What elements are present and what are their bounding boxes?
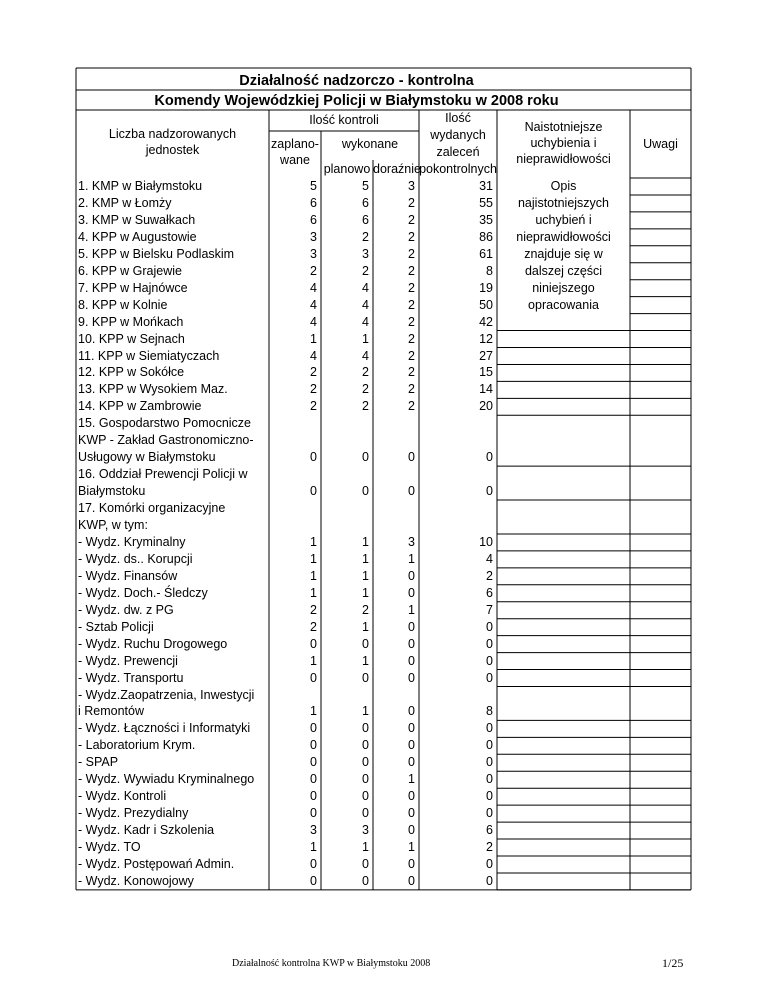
- row-label: - Wydz. Konowojowy: [78, 873, 194, 888]
- header-liczba-2: jednostek: [145, 143, 200, 157]
- cell-value: 4: [310, 314, 317, 329]
- row-label: - Sztab Policji: [78, 619, 154, 634]
- cell-value: 0: [408, 721, 415, 736]
- cell-value: 2: [310, 399, 317, 414]
- row-label: 7. KPP w Hajnówce: [78, 280, 188, 295]
- cell-value: 2: [408, 212, 415, 227]
- cell-value: 0: [486, 670, 493, 685]
- row-label: - Wydz. Postępowań Admin.: [78, 857, 235, 871]
- cell-value: 2: [408, 331, 415, 346]
- title-line-2: Komendy Wojewódzkiej Policji w Białymstoku w 2008 roku: [154, 93, 559, 109]
- cell-value: 1: [408, 602, 415, 617]
- row-label: 17. Komórki organizacyjne: [78, 501, 226, 516]
- cell-value: 14: [479, 382, 493, 397]
- cell-value: 3: [362, 823, 369, 838]
- cell-value: 1: [362, 704, 369, 719]
- cell-value: 7: [486, 602, 493, 617]
- cell-value: 8: [486, 263, 493, 278]
- header-planowo: planowo: [323, 162, 371, 176]
- cell-value: 2: [362, 229, 369, 244]
- row-label: - Wydz. Kadr i Szkolenia: [78, 823, 215, 838]
- opis-note-line: nieprawidłowości: [516, 229, 611, 244]
- cell-value: 4: [362, 348, 369, 363]
- row-label: 1. KMP w Białymstoku: [78, 179, 203, 193]
- cell-value: 6: [486, 585, 493, 600]
- cell-value: 1: [310, 331, 317, 346]
- row-label: 8. KPP w Kolnie: [78, 297, 168, 312]
- cell-value: 0: [486, 857, 493, 871]
- cell-value: 1: [362, 331, 369, 346]
- cell-value: 0: [310, 450, 317, 465]
- cell-value: 0: [408, 636, 415, 651]
- cell-value: 0: [486, 772, 493, 787]
- cell-value: 19: [479, 280, 493, 295]
- cell-value: 0: [408, 789, 415, 804]
- cell-value: 0: [486, 721, 493, 736]
- cell-value: 4: [362, 297, 369, 312]
- cell-value: 2: [408, 365, 415, 380]
- cell-value: 2: [362, 382, 369, 397]
- cell-value: 4: [362, 280, 369, 295]
- cell-value: 0: [310, 721, 317, 736]
- cell-value: 0: [362, 755, 369, 770]
- cell-value: 4: [486, 551, 493, 566]
- cell-value: 0: [486, 619, 493, 634]
- cell-value: 61: [479, 246, 493, 261]
- cell-value: 0: [408, 670, 415, 685]
- cell-value: 1: [310, 568, 317, 583]
- row-label: 2. KMP w Łomży: [78, 195, 172, 210]
- cell-value: 0: [408, 585, 415, 600]
- opis-note-line: najistotniejszych: [517, 195, 609, 210]
- cell-value: 0: [408, 450, 415, 465]
- row-label: - Wydz. Finansów: [78, 568, 178, 583]
- row-label: 15. Gospodarstwo Pomocnicze: [78, 416, 252, 431]
- cell-value: 2: [408, 229, 415, 244]
- cell-value: 2: [310, 619, 317, 634]
- cell-value: 0: [310, 806, 317, 821]
- row-label: - Wydz. Łączności i Informatyki: [78, 721, 251, 736]
- cell-value: 0: [310, 670, 317, 685]
- cell-value: 2: [486, 840, 493, 855]
- cell-value: 0: [362, 873, 369, 888]
- cell-value: 2: [362, 263, 369, 278]
- cell-value: 6: [362, 212, 369, 227]
- cell-value: 2: [310, 382, 317, 397]
- cell-value: 2: [362, 399, 369, 414]
- cell-value: 0: [408, 823, 415, 838]
- cell-value: 1: [362, 534, 369, 549]
- cell-value: 12: [479, 331, 493, 346]
- cell-value: 0: [408, 653, 415, 668]
- cell-value: 10: [479, 534, 493, 549]
- header-zaplanowane-2: wane: [280, 153, 310, 167]
- cell-value: 0: [362, 857, 369, 871]
- row-label: 13. KPP w Wysokiem Maz.: [78, 382, 228, 397]
- header-uchybienia-1: Naistotniejsze: [524, 120, 603, 134]
- cell-value: 0: [362, 789, 369, 804]
- header-doraznie: doraźnie: [373, 162, 421, 176]
- row-label: - Wydz. Prezydialny: [78, 806, 189, 821]
- row-label: - Wydz. TO: [78, 840, 141, 855]
- cell-value: 4: [310, 348, 317, 363]
- cell-value: 6: [310, 212, 317, 227]
- cell-value: 2: [408, 382, 415, 397]
- row-label: - Laboratorium Krym.: [78, 738, 196, 753]
- header-zalecen-4: pokontrolnych: [419, 162, 497, 176]
- cell-value: 0: [362, 450, 369, 465]
- cell-value: 0: [310, 772, 317, 787]
- cell-value: 55: [479, 195, 493, 210]
- header-zalecen-1: Ilość: [445, 111, 471, 125]
- cell-value: 2: [310, 602, 317, 617]
- cell-value: 1: [310, 585, 317, 600]
- cell-value: 0: [362, 484, 369, 499]
- row-label: 14. KPP w Zambrowie: [78, 399, 202, 414]
- cell-value: 15: [479, 365, 493, 380]
- cell-value: 2: [408, 263, 415, 278]
- opis-note-line: dalszej części: [524, 263, 603, 278]
- cell-value: 42: [479, 314, 493, 329]
- cell-value: 0: [408, 704, 415, 719]
- row-label: KWP, w tym:: [78, 518, 148, 532]
- footer-text: Działalność kontrolna KWP w Białymstoku 2008: [232, 958, 431, 969]
- row-label: KWP - Zakład Gastronomiczno-: [78, 433, 254, 448]
- cell-value: 0: [408, 806, 415, 821]
- row-label: - Wydz. Kontroli: [78, 789, 167, 804]
- cell-value: 6: [362, 195, 369, 210]
- cell-value: 2: [408, 246, 415, 261]
- cell-value: 3: [362, 246, 369, 261]
- row-label: 16. Oddział Prewencji Policji w: [78, 467, 248, 482]
- row-label: - Wydz. Ruchu Drogowego: [78, 636, 228, 651]
- cell-value: 1: [310, 840, 317, 855]
- row-label: 9. KPP w Mońkach: [78, 314, 184, 329]
- cell-value: 2: [362, 365, 369, 380]
- header-ilosc-kontroli: Ilość kontroli: [309, 113, 379, 127]
- cell-value: 0: [362, 636, 369, 651]
- cell-value: 2: [408, 280, 415, 295]
- row-label: Usługowy w Białymstoku: [78, 450, 216, 465]
- row-label: - Wydz. Doch.- Śledczy: [78, 585, 208, 600]
- cell-value: 0: [486, 484, 493, 499]
- cell-value: 0: [486, 789, 493, 804]
- cell-value: 1: [310, 653, 317, 668]
- cell-value: 0: [310, 857, 317, 871]
- cell-value: 0: [310, 755, 317, 770]
- cell-value: 3: [310, 229, 317, 244]
- cell-value: 2: [310, 263, 317, 278]
- cell-value: 6: [486, 823, 493, 838]
- cell-value: 0: [362, 806, 369, 821]
- cell-value: 3: [310, 246, 317, 261]
- header-zalecen-2: wydanych: [430, 128, 486, 142]
- cell-value: 1: [362, 653, 369, 668]
- header-uchybienia-3: nieprawidłowości: [516, 152, 611, 166]
- row-label: 3. KMP w Suwałkach: [78, 212, 196, 227]
- cell-value: 5: [362, 179, 369, 193]
- header-zalecen-3: zaleceń: [436, 145, 480, 159]
- cell-value: 0: [408, 484, 415, 499]
- cell-value: 1: [362, 585, 369, 600]
- cell-value: 0: [310, 738, 317, 753]
- cell-value: 1: [310, 704, 317, 719]
- row-label: - Wydz. Wywiadu Kryminalnego: [78, 772, 255, 787]
- row-label: - Wydz. Kryminalny: [78, 534, 186, 549]
- header-uchybienia-2: uchybienia i: [530, 136, 597, 150]
- cell-value: 0: [408, 755, 415, 770]
- cell-value: 1: [408, 840, 415, 855]
- row-label: 4. KPP w Augustowie: [78, 229, 197, 244]
- cell-value: 1: [362, 840, 369, 855]
- row-label: - Wydz. dw. z PG: [78, 602, 174, 617]
- cell-value: 1: [362, 551, 369, 566]
- opis-note-line: uchybień i: [535, 212, 592, 227]
- cell-value: 0: [408, 873, 415, 888]
- cell-value: 2: [408, 195, 415, 210]
- row-label: - Wydz. Prewencji: [78, 653, 178, 668]
- cell-value: 2: [310, 365, 317, 380]
- cell-value: 4: [310, 297, 317, 312]
- row-label: - Wydz. Transportu: [78, 670, 184, 685]
- cell-value: 0: [310, 789, 317, 804]
- cell-value: 0: [486, 873, 493, 888]
- cell-value: 50: [479, 297, 493, 312]
- cell-value: 0: [486, 653, 493, 668]
- row-label: 6. KPP w Grajewie: [78, 263, 182, 278]
- cell-value: 1: [310, 534, 317, 549]
- cell-value: 3: [408, 534, 415, 549]
- row-label: - Wydz. ds.. Korupcji: [78, 551, 193, 566]
- title-line-1: Działalność nadzorczo - kontrolna: [239, 73, 474, 89]
- cell-value: 0: [486, 738, 493, 753]
- cell-value: 31: [479, 179, 493, 193]
- cell-value: 0: [486, 755, 493, 770]
- cell-value: 0: [408, 619, 415, 634]
- row-label: - SPAP: [78, 755, 119, 770]
- cell-value: 0: [408, 568, 415, 583]
- cell-value: 86: [479, 229, 493, 244]
- cell-value: 35: [479, 212, 493, 227]
- cell-value: 5: [310, 179, 317, 193]
- cell-value: 6: [310, 195, 317, 210]
- cell-value: 0: [362, 670, 369, 685]
- cell-value: 0: [310, 636, 317, 651]
- cell-value: 1: [362, 568, 369, 583]
- cell-value: 2: [362, 602, 369, 617]
- cell-value: 0: [362, 772, 369, 787]
- cell-value: 2: [408, 314, 415, 329]
- cell-value: 0: [486, 450, 493, 465]
- row-label: 12. KPP w Sokółce: [78, 365, 185, 380]
- row-label: Białymstoku: [78, 484, 146, 499]
- cell-value: 1: [362, 619, 369, 634]
- row-label: 5. KPP w Bielsku Podlaskim: [78, 246, 235, 261]
- cell-value: 0: [408, 857, 415, 871]
- cell-value: 0: [310, 873, 317, 888]
- cell-value: 4: [310, 280, 317, 295]
- cell-value: 1: [310, 551, 317, 566]
- header-wykonane: wykonane: [341, 137, 399, 151]
- page-number: 1/25: [662, 956, 684, 970]
- cell-value: 27: [479, 348, 493, 363]
- cell-value: 1: [408, 772, 415, 787]
- cell-value: 0: [486, 806, 493, 821]
- cell-value: 0: [362, 738, 369, 753]
- row-label: 11. KPP w Siemiatyczach: [78, 348, 220, 363]
- cell-value: 2: [408, 399, 415, 414]
- opis-note-line: opracowania: [528, 297, 599, 312]
- row-label: i Remontów: [78, 704, 144, 719]
- header-uwagi: Uwagi: [643, 137, 678, 151]
- cell-value: 2: [486, 568, 493, 583]
- header-liczba-1: Liczba nadzorowanych: [108, 127, 237, 141]
- opis-note-line: Opis: [550, 179, 577, 193]
- row-label: - Wydz.Zaopatrzenia, Inwestycji: [78, 687, 255, 702]
- cell-value: 1: [408, 551, 415, 566]
- cell-value: 3: [310, 823, 317, 838]
- cell-value: 3: [408, 179, 415, 193]
- cell-value: 20: [479, 399, 493, 414]
- cell-value: 0: [486, 636, 493, 651]
- row-label: 10. KPP w Sejnach: [78, 331, 185, 346]
- cell-value: 2: [408, 348, 415, 363]
- cell-value: 0: [408, 738, 415, 753]
- cell-value: 8: [486, 704, 493, 719]
- cell-value: 0: [362, 721, 369, 736]
- cell-value: 2: [408, 297, 415, 312]
- cell-value: 0: [310, 484, 317, 499]
- cell-value: 4: [362, 314, 369, 329]
- header-zaplanowane-1: zaplano-: [271, 137, 319, 151]
- opis-note-line: znajduje się w: [524, 246, 603, 261]
- opis-note-line: niniejszego: [532, 280, 595, 295]
